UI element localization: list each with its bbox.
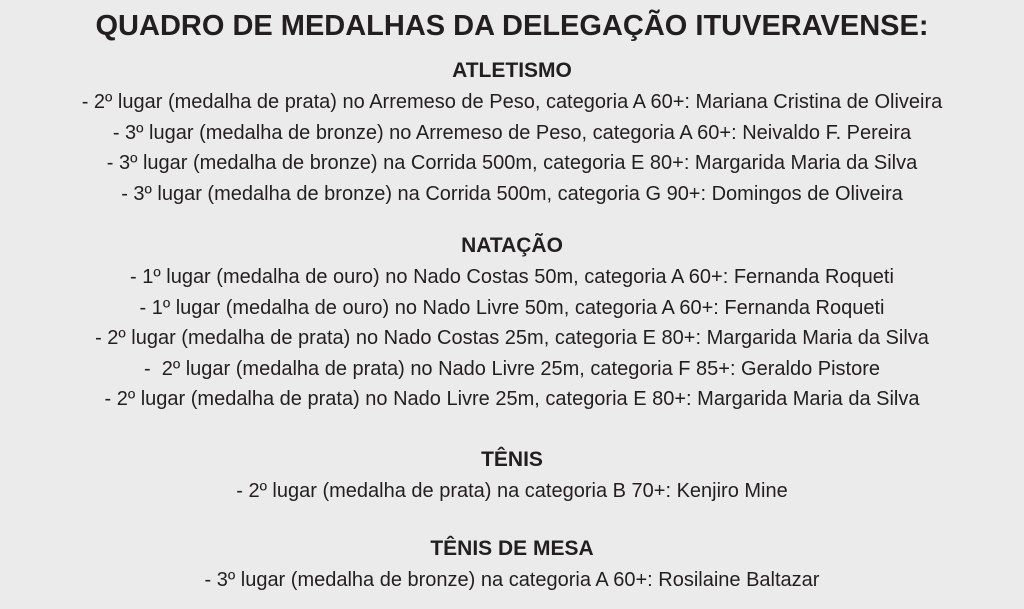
section-tenis [0,444,1024,507]
section-tenis-de-mesa [0,533,1024,596]
medal-entry: - 1º lugar (medalha de ouro) no Nado Costas 50m, categoria A 60+: Fernanda Roqueti [130,266,894,288]
medal-list [0,476,1024,507]
section-heading: TÊNIS DE MESA [430,537,594,560]
medal-list [0,565,1024,596]
medal-list [0,262,1024,415]
medal-entry: - 2º lugar (medalha de prata) no Arremeso de Peso, categoria A 60+: Mariana Cristina de Oliveira [81,91,943,113]
medal-entry: - 2º lugar (medalha de prata) na categoria B 70+: Kenjiro Mine [236,480,788,502]
section-heading: ATLETISMO [452,59,572,82]
medal-entry: - 3º lugar (medalha de bronze) na Corrida 500m, categoria G 90+: Domingos de Oliveira [121,182,903,205]
section-atletismo [0,55,1024,209]
medal-entry: - 3º lugar (medalha de bronze) na Corrida 500m, categoria E 80+: Margarida Maria da Silva [106,152,918,174]
section-heading: NATAÇÃO [461,234,563,257]
section-natacao [0,230,1024,415]
medal-entry: - 2º lugar (medalha de prata) no Nado Livre 25m, categoria E 80+: Margarida Maria da Silva [104,388,920,410]
medal-list [0,87,1024,209]
medal-entry: - 3º lugar (medalha de bronze) na categoria A 60+: Rosilaine Baltazar [204,569,820,591]
page-title: QUADRO DE MEDALHAS DA DELEGAÇÃO ITUVERAVENSE: [95,10,929,42]
medal-entry: - 3º lugar (medalha de bronze) no Arremeso de Peso, categoria A 60+: Neivaldo F. Pereira [112,121,912,144]
section-heading: TÊNIS [481,448,543,471]
medal-entry: - 2º lugar (medalha de prata) no Nado Costas 25m, categoria E 80+: Margarida Maria da Silva [95,327,929,349]
medal-entry: - 1º lugar (medalha de ouro) no Nado Livre 50m, categoria A 60+: Fernanda Roqueti [139,296,885,319]
medal-entry: - 2º lugar (medalha de prata) no Nado Livre 25m, categoria F 85+: Geraldo Pistore [143,357,881,380]
